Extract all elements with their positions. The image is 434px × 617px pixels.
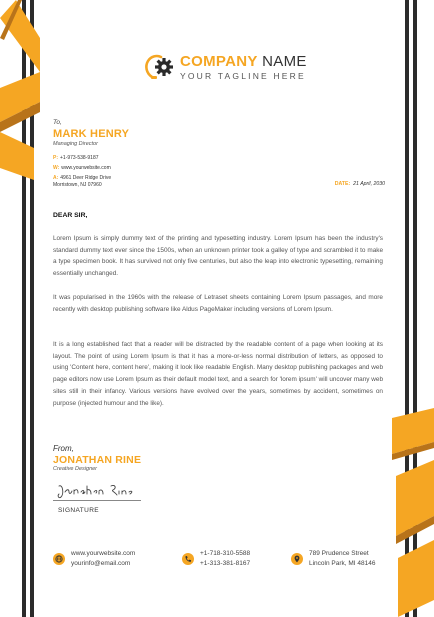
recipient-title: Managing Director: [53, 141, 98, 147]
letter-date: DATE: 21 April, 2030: [334, 181, 385, 187]
footer-phone: [182, 549, 250, 568]
footer-city: Lincoln Park, MI 48146: [309, 559, 376, 567]
footer-street: 789 Prudence Street: [309, 550, 369, 557]
footer-phone-2: +1-313-381-8167: [200, 559, 251, 567]
phone-icon: [182, 553, 194, 565]
top-left-ribbon: [0, 0, 50, 185]
signature-line: [53, 500, 141, 501]
company-tagline: YOUR TAGLINE HERE: [180, 70, 306, 81]
location-pin-icon: [291, 553, 303, 565]
body-paragraph-2: It was popularised in the 1960s with the release of Letraset sheets containing Lorem Ipsum passages, and more recently with desktop publishing software like Aldus PageMaker including versions of Lorem Ipsum.: [53, 294, 383, 313]
company-name: COMPANY NAME: [180, 52, 307, 70]
sender-title: Creative Designer: [53, 466, 98, 472]
footer-phone-1: +1-718-310-5588: [200, 550, 251, 557]
recipient-website: W: www.yourwebsite.com: [53, 165, 111, 171]
footer-website: www.yourwebsite.com: [71, 550, 136, 557]
bottom-right-ribbon: [392, 408, 434, 617]
globe-icon: [53, 553, 65, 565]
signature-label: SIGNATURE: [58, 507, 100, 514]
footer-email: yourinfo@email.com: [71, 559, 131, 567]
lightbulb-gear-icon: [142, 52, 174, 82]
recipient-name: MARK HENRY: [53, 128, 130, 140]
body-paragraph-1: Lorem Ipsum is simply dummy text of the printing and typesetting industry. Lorem Ipsum has been the industry's standard dummy text ever since the 1500s, when an unknown printer took a galley of type and scrambled it to make a type specimen book. It has survived not only five centuries, but also the leap into electronic typesetting, remaining essentially unchanged.: [53, 235, 383, 278]
salutation: DEAR SIR,: [53, 212, 88, 219]
handwritten-signature: [55, 480, 135, 502]
body-paragraph-3: It is a long established fact that a reader will be distracted by the readable content of a page when looking at its layout. The point of using Lorem Ipsum is that it has a more-or-less normal distribution of letters, as opposed to using 'Content here, content here', making it look like readable English. Many desktop publishing packages and web page editors now use Lorem Ipsum as their default model text, and a search for 'lorem ipsum' will uncover many web sites still in their infancy. Various versions have evolved over the years, sometimes by accident, sometimes on purpose (injected humour and the like).: [53, 341, 383, 407]
sender-name: JONATHAN RINE: [53, 454, 142, 466]
to-label: To,: [53, 119, 62, 126]
footer-web: [53, 549, 135, 568]
recipient-address: A: 4961 Deer Ridge Drive: [53, 175, 112, 181]
recipient-address-line2: Morristown, NJ 07960: [53, 182, 102, 188]
company-logo: [142, 52, 307, 82]
recipient-phone: P: +1-973-538-9187: [53, 155, 99, 161]
from-label: From,: [53, 444, 74, 453]
footer-address: [291, 549, 375, 568]
